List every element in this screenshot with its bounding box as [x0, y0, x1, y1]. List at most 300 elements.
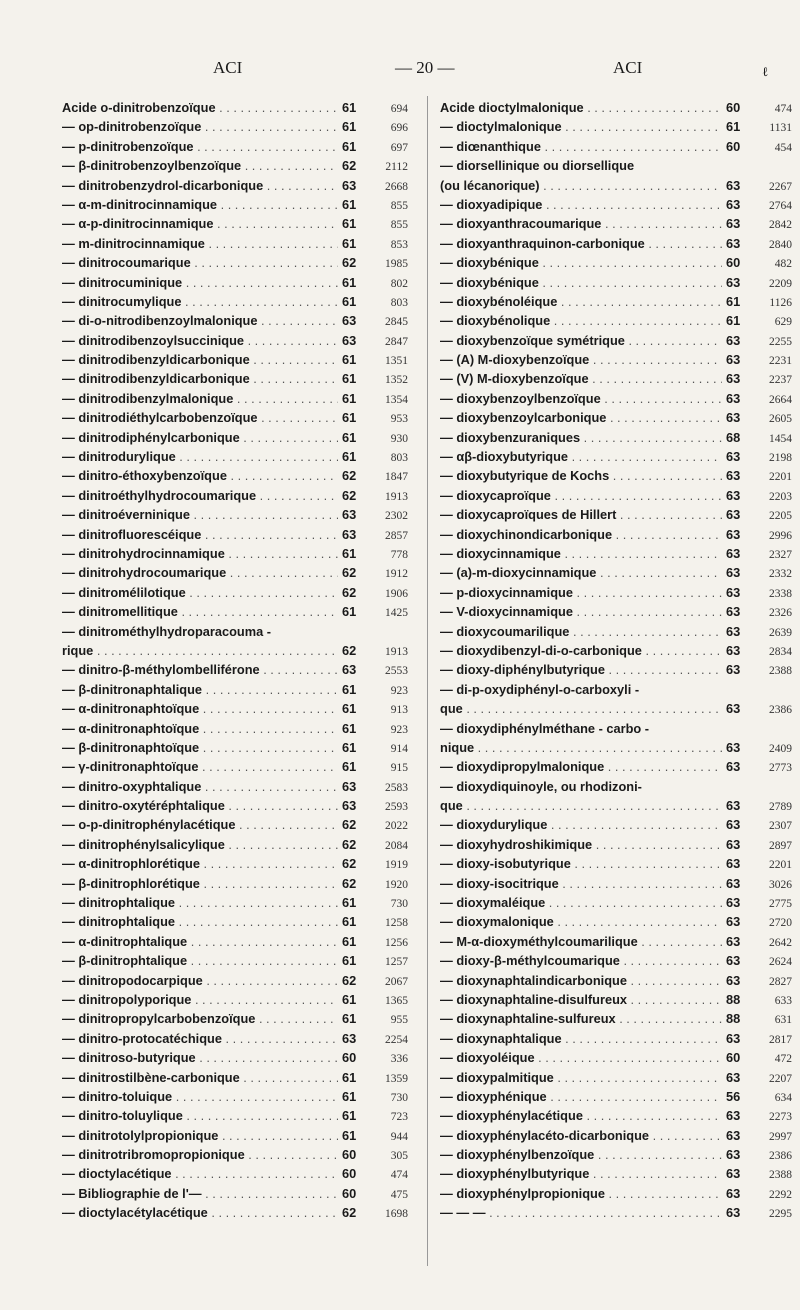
index-entry: [62, 486, 408, 505]
index-entry: [62, 1087, 408, 1106]
index-entry: [62, 1184, 408, 1203]
entry-page: 631: [774, 1014, 792, 1027]
index-entry: [62, 408, 408, 427]
index-entry: [440, 1009, 792, 1028]
entry-page: 1454: [769, 432, 792, 445]
entry-volume: 63: [342, 526, 357, 542]
index-entry: [440, 602, 792, 621]
entry-volume: 63: [726, 371, 741, 387]
entry-page: 1126: [769, 296, 792, 309]
index-entry: [62, 253, 408, 272]
entry-page: 336: [390, 1053, 408, 1066]
entry-volume: 61: [342, 604, 357, 620]
index-entry: [62, 389, 408, 408]
index-entry: [440, 525, 792, 544]
entry-page: 2842: [769, 219, 792, 232]
entry-term: — dioxybenzuraniques . . .: [440, 428, 722, 447]
index-entry: [440, 1164, 792, 1183]
entry-term: rique . . .: [62, 641, 338, 660]
entry-term: — dioxybutyrique de Kochs . . .: [440, 466, 722, 485]
entry-page: 482: [774, 258, 792, 271]
entry-volume: 63: [726, 1127, 741, 1143]
index-entry: [440, 738, 792, 757]
entry-volume: 61: [342, 1127, 357, 1143]
entry-term: — dioxyoléique . . .: [440, 1048, 722, 1067]
entry-term: — (V) M-dioxybenzoïque . . .: [440, 369, 722, 388]
entry-volume: 60: [726, 255, 741, 271]
entry-volume: 63: [726, 196, 741, 212]
index-entry: [440, 447, 792, 466]
entry-term: nique . . .: [440, 738, 722, 757]
entry-page: 1919: [385, 859, 408, 872]
index-entry: [62, 156, 408, 175]
page-header: [0, 58, 800, 84]
entry-page: 855: [390, 219, 408, 232]
entry-page: 723: [390, 1111, 408, 1124]
entry-term: — dinitrophénylsalicylique . . .: [62, 835, 338, 854]
index-entry: [440, 544, 792, 563]
entry-volume: 61: [726, 293, 741, 309]
index-entry: [62, 951, 408, 970]
index-entry: [440, 1106, 792, 1125]
entry-volume: 63: [726, 739, 741, 755]
index-entry: [62, 214, 408, 233]
entry-term: — dinitrobenzydrol-dicarbonique . . .: [62, 176, 338, 195]
index-entry: [62, 680, 408, 699]
entry-term: — di-o-nitrodibenzoylmalonique . . .: [62, 311, 338, 330]
entry-volume: 63: [726, 953, 741, 969]
entry-term: — dioxybenzoylbenzoïque . . .: [440, 389, 722, 408]
entry-term: — dioxybenzoïque symétrique . . .: [440, 331, 722, 350]
entry-volume: 88: [726, 1011, 741, 1027]
entry-volume: 63: [726, 216, 741, 232]
entry-volume: 63: [726, 526, 741, 542]
entry-page: 1257: [385, 956, 408, 969]
index-entry: [440, 389, 792, 408]
entry-volume: 63: [726, 623, 741, 639]
entry-volume: 61: [342, 138, 357, 154]
entry-volume: 61: [342, 293, 357, 309]
index-entry: [62, 137, 408, 156]
entry-volume: 63: [726, 817, 741, 833]
entry-term: — dioxybenzoylcarbonique . . .: [440, 408, 722, 427]
entry-volume: 63: [726, 1166, 741, 1182]
index-entry: [440, 98, 792, 117]
entry-page: 1847: [385, 471, 408, 484]
entry-page: 2022: [385, 820, 408, 833]
entry-volume: 61: [342, 701, 357, 717]
entry-page: 1258: [385, 917, 408, 930]
entry-page: 1920: [385, 878, 408, 891]
entry-page: 1913: [385, 490, 408, 503]
entry-page: 914: [390, 742, 408, 755]
entry-page: 853: [390, 238, 408, 251]
index-entry: [440, 234, 792, 253]
entry-term: — dinitroso-butyrique . . .: [62, 1048, 338, 1067]
entry-page: 1985: [385, 258, 408, 271]
index-entry: [62, 1106, 408, 1125]
entry-page: 2084: [385, 839, 408, 852]
index-entry: [440, 195, 792, 214]
entry-volume: 61: [342, 449, 357, 465]
entry-volume: 61: [342, 196, 357, 212]
entry-page: 2764: [769, 199, 792, 212]
entry-term: — dioxydiphénylméthane - carbo -: [440, 720, 650, 736]
entry-volume: 88: [726, 991, 741, 1007]
entry-term: — dinitro-β-méthylombelliférone . . .: [62, 660, 338, 679]
entry-term: — dioxybénolique . . .: [440, 311, 722, 330]
entry-volume: 63: [726, 933, 741, 949]
entry-volume: 63: [342, 313, 357, 329]
entry-term: — (a)-m-dioxycinnamique . . .: [440, 563, 722, 582]
index-entry: [62, 428, 408, 447]
index-entry: [440, 699, 792, 718]
entry-page: 730: [390, 898, 408, 911]
entry-term: — dinitropolyporique . . .: [62, 990, 338, 1009]
entry-volume: 63: [726, 545, 741, 561]
index-entry: [440, 835, 792, 854]
entry-page: 2845: [385, 316, 408, 329]
entry-term: — V-dioxycinnamique . . .: [440, 602, 722, 621]
entry-page: 2203: [769, 490, 792, 503]
entry-volume: 60: [726, 1050, 741, 1066]
entry-page: 913: [390, 704, 408, 717]
entry-term: — dinitro-protocatéchique . . .: [62, 1029, 338, 1048]
entry-volume: 63: [726, 332, 741, 348]
entry-page: 697: [390, 141, 408, 154]
entry-volume: 61: [342, 235, 357, 251]
entry-volume: 61: [342, 681, 357, 697]
entry-volume: 63: [726, 274, 741, 290]
index-entry: [440, 292, 792, 311]
entry-term: — α-dinitrophtalique . . .: [62, 932, 338, 951]
index-entry: [440, 971, 792, 990]
entry-page: 2583: [385, 781, 408, 794]
margin-mark: ℓ: [762, 64, 769, 79]
entry-page: 2273: [769, 1111, 792, 1124]
index-entry: [62, 622, 408, 641]
index-entry: [62, 292, 408, 311]
index-entry: [440, 854, 792, 873]
entry-volume: 62: [342, 1205, 357, 1221]
entry-page: 930: [390, 432, 408, 445]
entry-term: — dinitrodibenzyldicarbonique . . .: [62, 350, 338, 369]
entry-page: 778: [390, 548, 408, 561]
index-entry: [440, 912, 792, 931]
index-entry: [440, 156, 792, 175]
entry-volume: 63: [726, 177, 741, 193]
entry-term: — dioxycinnamique . . .: [440, 544, 722, 563]
entry-term: — dioxyanthraquinon-carbonique . . .: [440, 234, 722, 253]
entry-volume: 63: [726, 1069, 741, 1085]
entry-term: — op-dinitrobenzoïque . . .: [62, 117, 338, 136]
entry-volume: 62: [342, 584, 357, 600]
entry-volume: 60: [342, 1166, 357, 1182]
entry-term: — dioxyphénylbenzoïque . . .: [440, 1145, 722, 1164]
entry-page: 1912: [385, 568, 408, 581]
index-entry: [440, 331, 792, 350]
entry-page: 730: [390, 1091, 408, 1104]
entry-volume: 62: [342, 836, 357, 852]
entry-volume: 61: [342, 545, 357, 561]
index-entry: [440, 311, 792, 330]
entry-term: — dinitropropylcarbobenzoïque . . .: [62, 1009, 338, 1028]
entry-volume: 61: [342, 895, 357, 911]
index-entry: [440, 214, 792, 233]
entry-term: — β-dinitronaphtalique . . .: [62, 680, 338, 699]
entry-term: — α-dinitronaphtoïque . . .: [62, 719, 338, 738]
index-entry: [62, 719, 408, 738]
index-entry: [440, 117, 792, 136]
entry-volume: 63: [726, 449, 741, 465]
index-entry: [440, 176, 792, 195]
entry-term: — dinitrodibenzyldicarbonique . . .: [62, 369, 338, 388]
entry-page: 2664: [769, 393, 792, 406]
index-entry: [62, 1029, 408, 1048]
index-entry: [62, 854, 408, 873]
entry-term: — dinitrodibenzylmalonique . . .: [62, 389, 338, 408]
entry-volume: 60: [726, 100, 741, 115]
index-entry: [440, 1145, 792, 1164]
entry-page: 944: [390, 1130, 408, 1143]
entry-term: que . . .: [440, 796, 722, 815]
entry-volume: 61: [342, 119, 357, 135]
index-entry: [440, 486, 792, 505]
index-entry: [62, 835, 408, 854]
entry-page: 2834: [769, 645, 792, 658]
entry-volume: 63: [726, 410, 741, 426]
entry-page: 2997: [769, 1130, 792, 1143]
entry-volume: 62: [342, 255, 357, 271]
index-entry: [440, 796, 792, 815]
index-entry: [62, 757, 408, 776]
entry-page: 802: [390, 277, 408, 290]
index-entry: [62, 1068, 408, 1087]
index-entry: [62, 699, 408, 718]
entry-volume: 61: [342, 274, 357, 290]
index-entry: [62, 544, 408, 563]
entry-term: — dinitrostilbène-carbonique . . .: [62, 1068, 338, 1087]
entry-volume: 63: [342, 507, 357, 523]
entry-volume: 63: [726, 875, 741, 891]
index-entry: [62, 311, 408, 330]
entry-term: — dioxycoumarilique . . .: [440, 622, 722, 641]
entry-term: — β-dinitrophlorétique . . .: [62, 874, 338, 893]
entry-page: 2857: [385, 529, 408, 542]
entry-term: — di-p-oxydiphényl-o-carboxyli -: [440, 681, 640, 697]
entry-page: 1359: [385, 1072, 408, 1085]
entry-page: 2205: [769, 510, 792, 523]
entry-page: 2295: [769, 1208, 792, 1221]
entry-page: 2789: [769, 801, 792, 814]
entry-page: 2827: [769, 975, 792, 988]
entry-volume: 63: [726, 798, 741, 814]
entry-page: 2201: [769, 859, 792, 872]
entry-volume: 61: [342, 1069, 357, 1085]
entry-volume: 61: [342, 410, 357, 426]
entry-page: 1906: [385, 587, 408, 600]
entry-term: — α-p-dinitrocinnamique . . .: [62, 214, 338, 233]
index-entry: [62, 777, 408, 796]
index-entry: [62, 505, 408, 524]
entry-page: 305: [390, 1150, 408, 1163]
entry-volume: 62: [342, 875, 357, 891]
index-entry: [440, 1126, 792, 1145]
entry-term: — dinitrocuminique . . .: [62, 273, 338, 292]
entry-page: 2386: [769, 704, 792, 717]
entry-volume: 61: [342, 1108, 357, 1124]
entry-term: — dinitrodibenzoylsuccinique . . .: [62, 331, 338, 350]
entry-page: 1425: [385, 607, 408, 620]
entry-term: — dinitrotribromopropionique . . .: [62, 1145, 338, 1164]
entry-page: 1352: [385, 374, 408, 387]
index-entry: [62, 815, 408, 834]
index-column-right: [440, 98, 792, 1223]
index-entry: [62, 1145, 408, 1164]
entry-term: — dinitrophtalique . . .: [62, 893, 338, 912]
entry-page: 1354: [385, 393, 408, 406]
index-entry: [62, 447, 408, 466]
index-entry: [62, 738, 408, 757]
index-entry: [62, 350, 408, 369]
index-entry: [440, 932, 792, 951]
index-entry: [62, 525, 408, 544]
entry-term: — dioxydurylique . . .: [440, 815, 722, 834]
entry-term: — p-dinitrobenzoïque . . .: [62, 137, 338, 156]
entry-term: — dioxydiquinoyle, ou rhodizoni-: [440, 778, 642, 794]
entry-volume: 62: [342, 565, 357, 581]
index-entry: [440, 137, 792, 156]
entry-page: 953: [390, 413, 408, 426]
entry-volume: 61: [342, 371, 357, 387]
entry-volume: 63: [726, 914, 741, 930]
index-entry: [62, 1164, 408, 1183]
index-entry: [440, 1087, 792, 1106]
index-column-left: [62, 98, 408, 1223]
entry-term: — dioctylacétylacétique . . .: [62, 1203, 338, 1222]
entry-page: 1698: [385, 1208, 408, 1221]
entry-page: 474: [774, 103, 792, 115]
entry-term: — dioxy-isocitrique . . .: [440, 874, 722, 893]
entry-volume: 61: [342, 390, 357, 406]
entry-term: — dioxy-isobutyrique . . .: [440, 854, 722, 873]
entry-page: 2112: [385, 161, 408, 174]
entry-volume: 63: [726, 468, 741, 484]
entry-term: — dinitromélilotique . . .: [62, 583, 338, 602]
index-entry: [440, 350, 792, 369]
header-right-term: ACI: [613, 58, 643, 77]
entry-term: — dinitroéthylhydrocoumarique . . .: [62, 486, 338, 505]
entry-page: 855: [390, 199, 408, 212]
index-entry: [62, 563, 408, 582]
index-entry: [62, 273, 408, 292]
entry-volume: 63: [726, 352, 741, 368]
entry-term: — dinitro-oxytéréphtalique . . .: [62, 796, 338, 815]
entry-page: 2840: [769, 238, 792, 251]
index-entry: [62, 874, 408, 893]
entry-term: — dioxyhydroshikimique . . .: [440, 835, 722, 854]
entry-volume: 63: [726, 584, 741, 600]
entry-term: — dioxy-β-méthylcoumarique . . .: [440, 951, 722, 970]
entry-term: — dioxyanthracoumarique . . .: [440, 214, 722, 233]
entry-volume: 61: [342, 759, 357, 775]
entry-volume: 56: [726, 1088, 741, 1104]
index-entry: [440, 990, 792, 1009]
entry-page: 2292: [769, 1188, 792, 1201]
index-entry: [440, 428, 792, 447]
entry-term: — dioxynaphtalindicarbonique . . .: [440, 971, 722, 990]
entry-page: 2553: [385, 665, 408, 678]
index-entry: [62, 660, 408, 679]
index-entry: [62, 98, 408, 117]
entry-volume: 61: [342, 352, 357, 368]
entry-page: 2388: [769, 1169, 792, 1182]
entry-volume: 61: [342, 429, 357, 445]
entry-term: — dioxychinondicarbonique . . .: [440, 525, 722, 544]
entry-term: — α-m-dinitrocinnamique . . .: [62, 195, 338, 214]
index-entry: [440, 505, 792, 524]
index-entry: [62, 1203, 408, 1222]
entry-page: 1256: [385, 936, 408, 949]
entry-volume: 60: [342, 1147, 357, 1163]
entry-volume: 60: [342, 1050, 357, 1066]
entry-page: 696: [390, 122, 408, 135]
index-entry: [440, 253, 792, 272]
entry-page: 2605: [769, 413, 792, 426]
entry-term: — dinitropodocarpique . . .: [62, 971, 338, 990]
index-entry: [440, 1203, 792, 1222]
entry-page: 2327: [769, 548, 792, 561]
entry-term: — dinitro-éthoxybenzoïque . . .: [62, 466, 338, 485]
entry-term: — dinitroéverninique . . .: [62, 505, 338, 524]
entry-term: — dioxyphénylpropionique . . .: [440, 1184, 722, 1203]
entry-volume: 62: [342, 642, 357, 658]
entry-volume: 62: [342, 817, 357, 833]
entry-term: — dioxynaphtalique . . .: [440, 1029, 722, 1048]
entry-page: 2067: [385, 975, 408, 988]
entry-page: 955: [390, 1014, 408, 1027]
entry-volume: 63: [342, 778, 357, 794]
entry-page: 923: [390, 684, 408, 697]
index-entry: [62, 234, 408, 253]
header-left-term: ACI: [213, 58, 243, 77]
entry-page: 1913: [385, 645, 408, 658]
entry-term: — dinitrodiphénylcarbonique . . .: [62, 428, 338, 447]
entry-volume: 63: [726, 1185, 741, 1201]
entry-page: 2267: [769, 180, 792, 193]
entry-term: — M-α-dioxyméthylcoumarilique . . .: [440, 932, 722, 951]
page-number: — 20 —: [395, 58, 455, 77]
index-entry: [440, 1068, 792, 1087]
entry-term: — dinitrométhylhydroparacouma -: [62, 623, 272, 639]
entry-page: 2720: [769, 917, 792, 930]
entry-volume: 63: [726, 1147, 741, 1163]
index-entry: [62, 796, 408, 815]
index-entry: [440, 641, 792, 660]
entry-volume: 63: [726, 759, 741, 775]
entry-volume: 62: [342, 468, 357, 484]
entry-page: 1365: [385, 994, 408, 1007]
entry-volume: 61: [726, 119, 741, 135]
entry-volume: 61: [342, 1088, 357, 1104]
entry-volume: 63: [726, 1205, 741, 1221]
entry-term: — dioxyphénylacétique . . .: [440, 1106, 722, 1125]
entry-term: — dioxynaphtaline-sulfureux . . .: [440, 1009, 722, 1028]
entry-volume: 61: [342, 953, 357, 969]
entry-term: Acide o-dinitrobenzoïque . . .: [62, 98, 338, 117]
entry-term: — dioxybénique . . .: [440, 253, 722, 272]
entry-page: 629: [774, 316, 792, 329]
